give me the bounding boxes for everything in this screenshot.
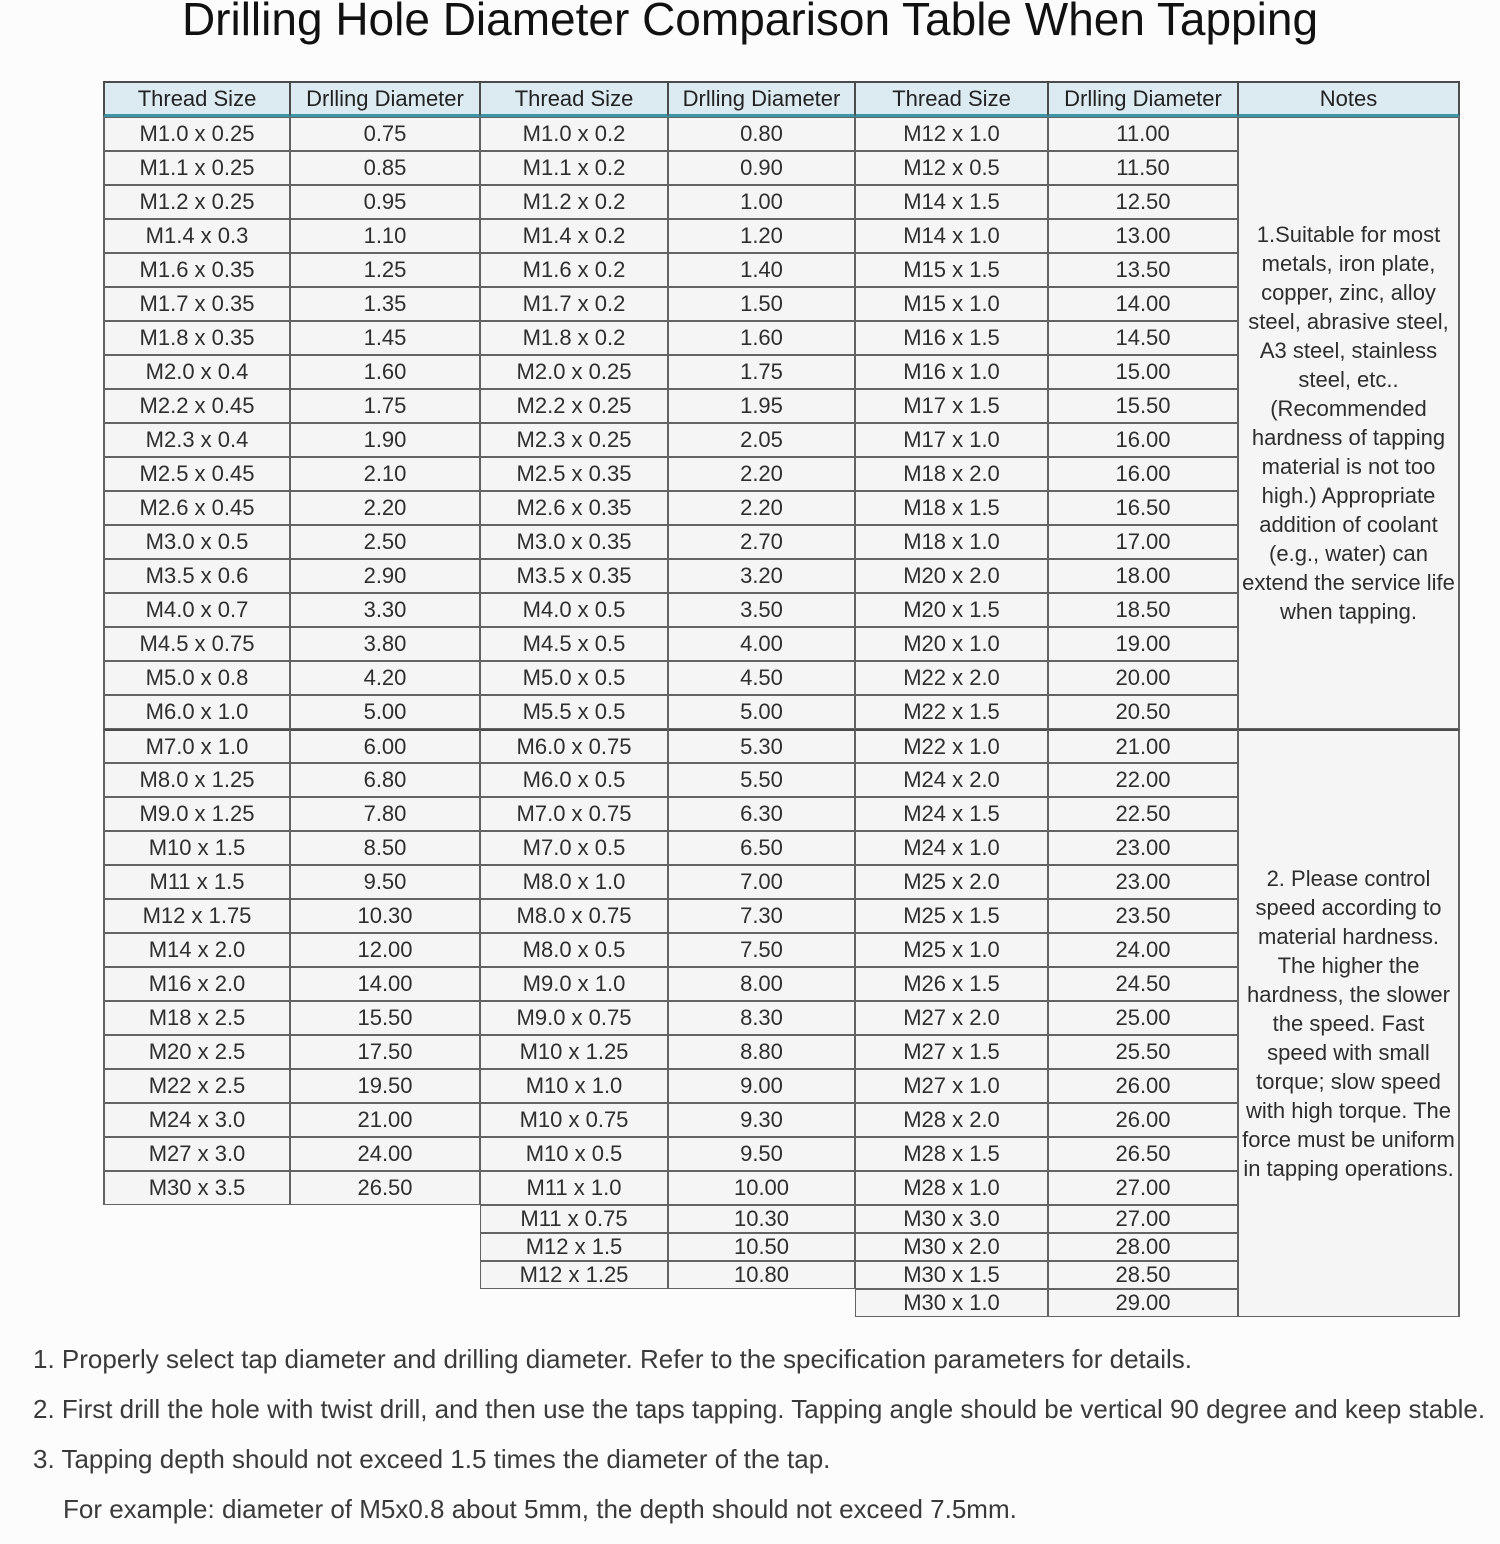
drill-diameter-cell: 26.00 xyxy=(1048,1069,1238,1103)
header-cell: Thread Size xyxy=(480,81,668,117)
thread-size-cell: M8.0 x 0.75 xyxy=(480,899,668,933)
thread-size-cell: M4.5 x 0.75 xyxy=(103,627,290,661)
thread-size-cell: M4.0 x 0.5 xyxy=(480,593,668,627)
notes-cell: 1.Suitable for most metals, iron plate, copper, zinc, alloy steel, abrasive steel, A3 steel, stainless steel, etc..(Recommended hardness of tapping material is not too high.) Appropriate addition of coolant (e.g., water) can extend the service life when tapping. xyxy=(1238,117,1460,729)
thread-size-cell: M24 x 2.0 xyxy=(855,763,1048,797)
thread-size-cell: M18 x 2.0 xyxy=(855,457,1048,491)
drill-diameter-cell: 15.50 xyxy=(290,1001,480,1035)
thread-size-cell: M1.4 x 0.3 xyxy=(103,219,290,253)
drill-diameter-cell: 9.30 xyxy=(668,1103,855,1137)
drill-diameter-cell: 13.00 xyxy=(1048,219,1238,253)
thread-size-cell: M28 x 1.0 xyxy=(855,1171,1048,1205)
thread-size-cell: M25 x 2.0 xyxy=(855,865,1048,899)
drill-diameter-cell: 4.20 xyxy=(290,661,480,695)
thread-size-cell: M3.0 x 0.5 xyxy=(103,525,290,559)
drill-diameter-cell: 25.50 xyxy=(1048,1035,1238,1069)
drill-diameter-cell: 26.00 xyxy=(1048,1103,1238,1137)
drill-diameter-cell: 6.30 xyxy=(668,797,855,831)
thread-size-cell: M1.4 x 0.2 xyxy=(480,219,668,253)
drill-diameter-cell: 3.80 xyxy=(290,627,480,661)
drill-diameter-cell: 11.00 xyxy=(1048,117,1238,151)
thread-size-cell: M10 x 1.5 xyxy=(103,831,290,865)
thread-size-cell: M3.0 x 0.35 xyxy=(480,525,668,559)
drill-diameter-cell: 14.00 xyxy=(290,967,480,1001)
drill-diameter-cell: 21.00 xyxy=(1048,729,1238,763)
drill-diameter-cell: 1.25 xyxy=(290,253,480,287)
drill-diameter-cell: 8.80 xyxy=(668,1035,855,1069)
drill-diameter-cell: 26.50 xyxy=(1048,1137,1238,1171)
thread-size-cell: M5.0 x 0.8 xyxy=(103,661,290,695)
drill-diameter-cell: 27.00 xyxy=(1048,1171,1238,1205)
drill-diameter-cell: 2.70 xyxy=(668,525,855,559)
thread-size-cell: M2.5 x 0.35 xyxy=(480,457,668,491)
header-cell: Notes xyxy=(1238,81,1460,117)
header-cell: Thread Size xyxy=(103,81,290,117)
thread-size-cell: M20 x 1.5 xyxy=(855,593,1048,627)
drill-diameter-cell: 28.50 xyxy=(1048,1261,1238,1289)
thread-size-cell: M26 x 1.5 xyxy=(855,967,1048,1001)
drill-diameter-cell: 6.50 xyxy=(668,831,855,865)
drill-diameter-cell: 7.30 xyxy=(668,899,855,933)
thread-size-cell: M8.0 x 0.5 xyxy=(480,933,668,967)
drill-diameter-cell: 18.00 xyxy=(1048,559,1238,593)
thread-size-cell: M9.0 x 1.0 xyxy=(480,967,668,1001)
thread-size-cell: M14 x 1.0 xyxy=(855,219,1048,253)
drill-diameter-cell: 1.75 xyxy=(668,355,855,389)
thread-size-cell: M2.6 x 0.35 xyxy=(480,491,668,525)
thread-size-cell: M16 x 2.0 xyxy=(103,967,290,1001)
drill-diameter-cell: 7.80 xyxy=(290,797,480,831)
header-cell: Thread Size xyxy=(855,81,1048,117)
thread-size-cell: M30 x 1.0 xyxy=(855,1289,1048,1317)
thread-size-cell: M1.6 x 0.35 xyxy=(103,253,290,287)
thread-size-cell: M12 x 1.0 xyxy=(855,117,1048,151)
drill-diameter-cell: 25.00 xyxy=(1048,1001,1238,1035)
thread-size-cell: M30 x 3.5 xyxy=(103,1171,290,1205)
drill-diameter-cell: 6.00 xyxy=(290,729,480,763)
thread-size-cell: M30 x 3.0 xyxy=(855,1205,1048,1233)
thread-size-cell: M11 x 1.0 xyxy=(480,1171,668,1205)
thread-size-cell: M2.6 x 0.45 xyxy=(103,491,290,525)
drill-diameter-cell: 15.50 xyxy=(1048,389,1238,423)
drill-diameter-cell: 2.10 xyxy=(290,457,480,491)
thread-size-cell: M27 x 3.0 xyxy=(103,1137,290,1171)
thread-size-cell: M24 x 1.0 xyxy=(855,831,1048,865)
thread-size-cell: M4.5 x 0.5 xyxy=(480,627,668,661)
thread-size-cell: M2.0 x 0.4 xyxy=(103,355,290,389)
thread-size-cell: M1.7 x 0.2 xyxy=(480,287,668,321)
drill-diameter-cell: 2.50 xyxy=(290,525,480,559)
thread-size-cell: M1.1 x 0.25 xyxy=(103,151,290,185)
thread-size-cell: M16 x 1.5 xyxy=(855,321,1048,355)
footer-note-3: 3. Tapping depth should not exceed 1.5 times the diameter of the tap. xyxy=(33,1444,831,1474)
thread-size-cell: M5.5 x 0.5 xyxy=(480,695,668,729)
thread-size-cell: M6.0 x 0.5 xyxy=(480,763,668,797)
drill-diameter-cell: 15.00 xyxy=(1048,355,1238,389)
thread-size-cell: M9.0 x 1.25 xyxy=(103,797,290,831)
thread-size-cell: M1.0 x 0.2 xyxy=(480,117,668,151)
drill-diameter-cell: 8.50 xyxy=(290,831,480,865)
footer-note-1: 1. Properly select tap diameter and drilling diameter. Refer to the specification parameters for details. xyxy=(33,1344,1193,1374)
header-cell: Drlling Diameter xyxy=(290,81,480,117)
drill-diameter-cell: 5.00 xyxy=(668,695,855,729)
thread-size-cell: M1.6 x 0.2 xyxy=(480,253,668,287)
thread-size-cell: M14 x 2.0 xyxy=(103,933,290,967)
drill-diameter-cell: 0.80 xyxy=(668,117,855,151)
drill-diameter-cell: 10.50 xyxy=(668,1233,855,1261)
thread-size-cell: M18 x 2.5 xyxy=(103,1001,290,1035)
thread-size-cell: M15 x 1.0 xyxy=(855,287,1048,321)
drill-diameter-cell: 12.00 xyxy=(290,933,480,967)
drill-diameter-cell: 1.00 xyxy=(668,185,855,219)
drill-diameter-cell: 12.50 xyxy=(1048,185,1238,219)
thread-size-cell: M11 x 1.5 xyxy=(103,865,290,899)
drill-diameter-cell: 24.50 xyxy=(1048,967,1238,1001)
drill-diameter-cell: 20.00 xyxy=(1048,661,1238,695)
thread-size-cell: M6.0 x 1.0 xyxy=(103,695,290,729)
thread-size-cell: M20 x 1.0 xyxy=(855,627,1048,661)
drill-diameter-cell: 21.00 xyxy=(290,1103,480,1137)
notes-cell: 2. Please control speed according to material hardness. The higher the hardness, the slower the speed. Fast speed with small torque; slow speed with high torque. The force must be uniform in tapping operations. xyxy=(1238,729,1460,1317)
thread-size-cell: M1.8 x 0.35 xyxy=(103,321,290,355)
drill-diameter-cell: 10.30 xyxy=(290,899,480,933)
thread-size-cell: M18 x 1.5 xyxy=(855,491,1048,525)
thread-size-cell: M14 x 1.5 xyxy=(855,185,1048,219)
drill-diameter-cell: 2.05 xyxy=(668,423,855,457)
thread-size-cell: M1.8 x 0.2 xyxy=(480,321,668,355)
drill-diameter-cell: 20.50 xyxy=(1048,695,1238,729)
thread-size-cell: M25 x 1.0 xyxy=(855,933,1048,967)
thread-size-cell: M1.2 x 0.25 xyxy=(103,185,290,219)
drill-diameter-cell: 5.30 xyxy=(668,729,855,763)
thread-size-cell: M1.7 x 0.35 xyxy=(103,287,290,321)
thread-size-cell: M1.0 x 0.25 xyxy=(103,117,290,151)
drill-diameter-cell: 1.20 xyxy=(668,219,855,253)
drill-diameter-cell: 5.00 xyxy=(290,695,480,729)
drill-diameter-cell: 1.60 xyxy=(290,355,480,389)
drill-diameter-cell: 10.00 xyxy=(668,1171,855,1205)
drill-diameter-cell: 4.50 xyxy=(668,661,855,695)
drill-diameter-cell: 7.50 xyxy=(668,933,855,967)
drill-diameter-cell: 9.50 xyxy=(290,865,480,899)
thread-size-cell: M2.0 x 0.25 xyxy=(480,355,668,389)
drill-diameter-cell: 23.00 xyxy=(1048,831,1238,865)
thread-size-cell: M18 x 1.0 xyxy=(855,525,1048,559)
drill-diameter-cell: 4.00 xyxy=(668,627,855,661)
thread-size-cell: M20 x 2.5 xyxy=(103,1035,290,1069)
thread-size-cell: M10 x 0.75 xyxy=(480,1103,668,1137)
drill-diameter-cell: 5.50 xyxy=(668,763,855,797)
drill-diameter-cell: 16.50 xyxy=(1048,491,1238,525)
thread-size-cell: M27 x 1.5 xyxy=(855,1035,1048,1069)
thread-size-cell: M24 x 3.0 xyxy=(103,1103,290,1137)
thread-size-cell: M7.0 x 1.0 xyxy=(103,729,290,763)
thread-size-cell: M22 x 2.0 xyxy=(855,661,1048,695)
footer-note-2: 2. First drill the hole with twist drill, and then use the taps tapping. Tapping angle should be vertical 90 degree and keep stable. xyxy=(33,1394,1486,1424)
drill-diameter-cell: 23.50 xyxy=(1048,899,1238,933)
drill-diameter-cell: 28.00 xyxy=(1048,1233,1238,1261)
drill-diameter-cell: 0.75 xyxy=(290,117,480,151)
header-cell: Drlling Diameter xyxy=(668,81,855,117)
drill-diameter-cell: 9.00 xyxy=(668,1069,855,1103)
thread-size-cell: M24 x 1.5 xyxy=(855,797,1048,831)
drill-diameter-cell: 23.00 xyxy=(1048,865,1238,899)
drill-diameter-cell: 24.00 xyxy=(1048,933,1238,967)
drill-diameter-cell: 9.50 xyxy=(668,1137,855,1171)
thread-size-cell: M20 x 2.0 xyxy=(855,559,1048,593)
drill-diameter-cell: 17.00 xyxy=(1048,525,1238,559)
drill-diameter-cell: 29.00 xyxy=(1048,1289,1238,1317)
drill-diameter-cell: 22.00 xyxy=(1048,763,1238,797)
thread-size-cell: M7.0 x 0.75 xyxy=(480,797,668,831)
thread-size-cell: M4.0 x 0.7 xyxy=(103,593,290,627)
thread-size-cell: M3.5 x 0.6 xyxy=(103,559,290,593)
drill-diameter-cell: 26.50 xyxy=(290,1171,480,1205)
thread-size-cell: M2.5 x 0.45 xyxy=(103,457,290,491)
drill-diameter-cell: 3.50 xyxy=(668,593,855,627)
drill-diameter-cell: 6.80 xyxy=(290,763,480,797)
comparison-table xyxy=(103,81,1460,1317)
drill-diameter-cell: 13.50 xyxy=(1048,253,1238,287)
thread-size-cell: M30 x 2.0 xyxy=(855,1233,1048,1261)
thread-size-cell: M22 x 1.0 xyxy=(855,729,1048,763)
drill-diameter-cell: 24.00 xyxy=(290,1137,480,1171)
thread-size-cell: M12 x 1.5 xyxy=(480,1233,668,1261)
drill-diameter-cell: 27.00 xyxy=(1048,1205,1238,1233)
thread-size-cell: M28 x 1.5 xyxy=(855,1137,1048,1171)
drill-diameter-cell: 14.00 xyxy=(1048,287,1238,321)
drill-diameter-cell: 19.00 xyxy=(1048,627,1238,661)
thread-size-cell: M8.0 x 1.0 xyxy=(480,865,668,899)
drill-diameter-cell: 0.85 xyxy=(290,151,480,185)
drill-diameter-cell: 1.90 xyxy=(290,423,480,457)
drill-diameter-cell: 2.20 xyxy=(290,491,480,525)
thread-size-cell: M16 x 1.0 xyxy=(855,355,1048,389)
thread-size-cell: M25 x 1.5 xyxy=(855,899,1048,933)
thread-size-cell: M22 x 1.5 xyxy=(855,695,1048,729)
drill-diameter-cell: 1.35 xyxy=(290,287,480,321)
thread-size-cell: M7.0 x 0.5 xyxy=(480,831,668,865)
drill-diameter-cell: 1.60 xyxy=(668,321,855,355)
drill-diameter-cell: 2.20 xyxy=(668,457,855,491)
thread-size-cell: M9.0 x 0.75 xyxy=(480,1001,668,1035)
drill-diameter-cell: 3.20 xyxy=(668,559,855,593)
drill-diameter-cell: 10.80 xyxy=(668,1261,855,1289)
thread-size-cell: M2.3 x 0.4 xyxy=(103,423,290,457)
thread-size-cell: M1.1 x 0.2 xyxy=(480,151,668,185)
drill-diameter-cell: 14.50 xyxy=(1048,321,1238,355)
thread-size-cell: M28 x 2.0 xyxy=(855,1103,1048,1137)
thread-size-cell: M10 x 1.25 xyxy=(480,1035,668,1069)
thread-size-cell: M12 x 0.5 xyxy=(855,151,1048,185)
drill-diameter-cell: 1.75 xyxy=(290,389,480,423)
thread-size-cell: M10 x 1.0 xyxy=(480,1069,668,1103)
drill-diameter-cell: 16.00 xyxy=(1048,457,1238,491)
thread-size-cell: M12 x 1.75 xyxy=(103,899,290,933)
drill-diameter-cell: 0.90 xyxy=(668,151,855,185)
thread-size-cell: M8.0 x 1.25 xyxy=(103,763,290,797)
thread-size-cell: M27 x 2.0 xyxy=(855,1001,1048,1035)
thread-size-cell: M5.0 x 0.5 xyxy=(480,661,668,695)
thread-size-cell: M6.0 x 0.75 xyxy=(480,729,668,763)
drill-diameter-cell: 0.95 xyxy=(290,185,480,219)
drill-diameter-cell: 18.50 xyxy=(1048,593,1238,627)
drill-diameter-cell: 8.30 xyxy=(668,1001,855,1035)
drill-diameter-cell: 2.20 xyxy=(668,491,855,525)
drill-diameter-cell: 1.50 xyxy=(668,287,855,321)
page-title: Drilling Hole Diameter Comparison Table When Tapping xyxy=(181,0,1319,45)
drill-diameter-cell: 16.00 xyxy=(1048,423,1238,457)
drill-diameter-cell: 10.30 xyxy=(668,1205,855,1233)
thread-size-cell: M3.5 x 0.35 xyxy=(480,559,668,593)
thread-size-cell: M2.2 x 0.25 xyxy=(480,389,668,423)
footer-notes xyxy=(33,1344,1493,1544)
thread-size-cell: M22 x 2.5 xyxy=(103,1069,290,1103)
thread-size-cell: M27 x 1.0 xyxy=(855,1069,1048,1103)
thread-size-cell: M10 x 0.5 xyxy=(480,1137,668,1171)
drill-diameter-cell: 7.00 xyxy=(668,865,855,899)
drill-diameter-cell: 11.50 xyxy=(1048,151,1238,185)
drill-diameter-cell: 1.45 xyxy=(290,321,480,355)
drill-diameter-cell: 19.50 xyxy=(290,1069,480,1103)
drill-diameter-cell: 17.50 xyxy=(290,1035,480,1069)
thread-size-cell: M12 x 1.25 xyxy=(480,1261,668,1289)
thread-size-cell: M2.2 x 0.45 xyxy=(103,389,290,423)
header-cell: Drlling Diameter xyxy=(1048,81,1238,117)
thread-size-cell: M1.2 x 0.2 xyxy=(480,185,668,219)
drill-diameter-cell: 1.10 xyxy=(290,219,480,253)
drill-diameter-cell: 1.40 xyxy=(668,253,855,287)
thread-size-cell: M17 x 1.5 xyxy=(855,389,1048,423)
thread-size-cell: M11 x 0.75 xyxy=(480,1205,668,1233)
drill-diameter-cell: 8.00 xyxy=(668,967,855,1001)
thread-size-cell: M17 x 1.0 xyxy=(855,423,1048,457)
thread-size-cell: M15 x 1.5 xyxy=(855,253,1048,287)
drill-diameter-cell: 3.30 xyxy=(290,593,480,627)
drill-diameter-cell: 22.50 xyxy=(1048,797,1238,831)
drill-diameter-cell: 1.95 xyxy=(668,389,855,423)
drill-diameter-cell: 2.90 xyxy=(290,559,480,593)
footer-note-3-example: For example: diameter of M5x0.8 about 5mm, the depth should not exceed 7.5mm. xyxy=(63,1494,1017,1524)
thread-size-cell: M2.3 x 0.25 xyxy=(480,423,668,457)
thread-size-cell: M30 x 1.5 xyxy=(855,1261,1048,1289)
